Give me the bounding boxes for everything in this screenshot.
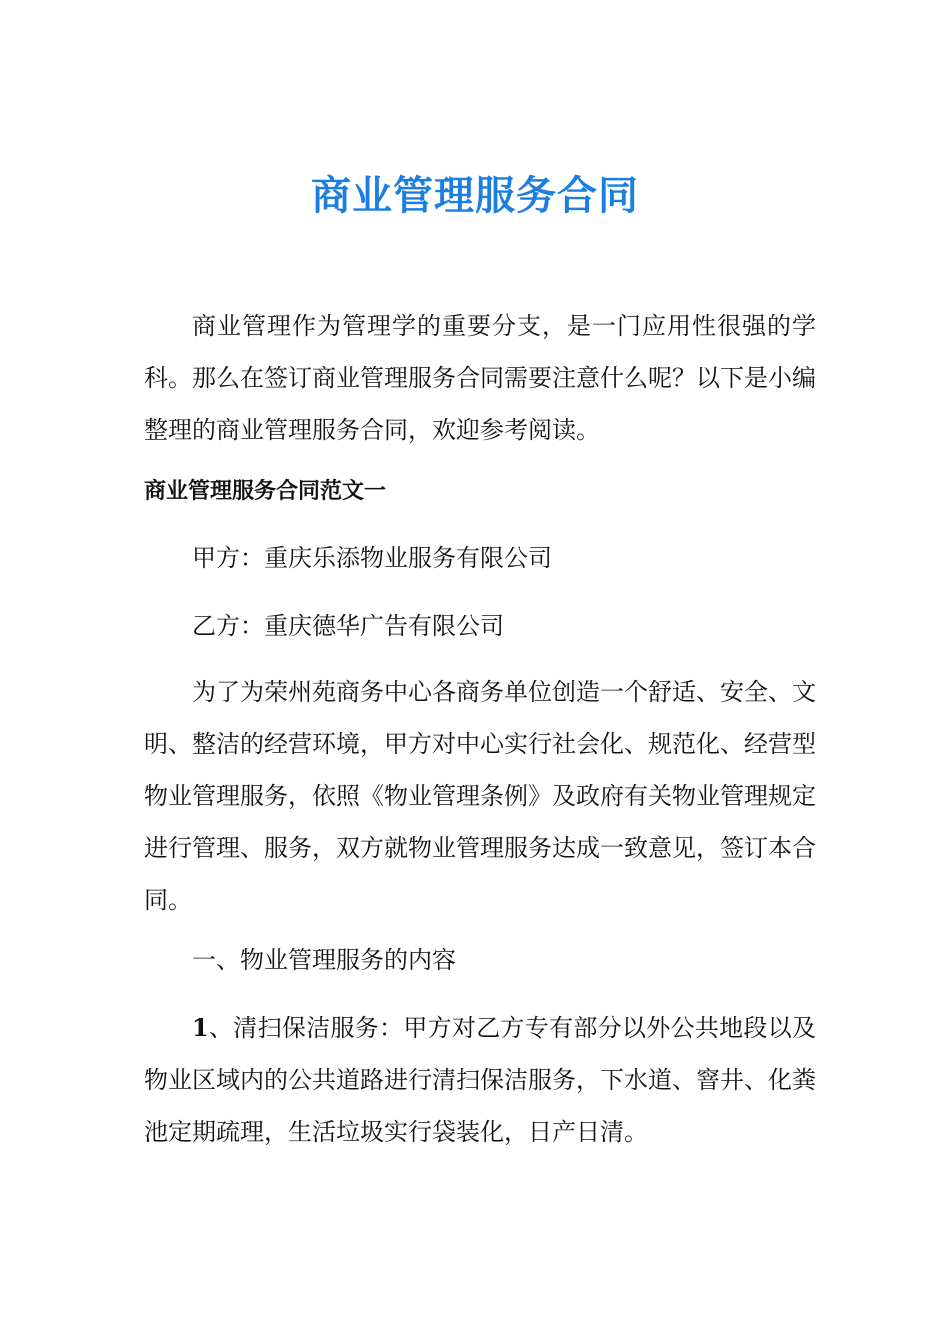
intro-paragraph: 商业管理作为管理学的重要分支，是一门应用性很强的学科。那么在签订商业管理服务合同需要注意什么呢？以下是小编整理的商业管理服务合同，欢迎参考阅读。 <box>144 312 816 444</box>
purpose-paragraph: 为了为荣州苑商务中心各商务单位创造一个舒适、安全、文明、整洁的经营环境，甲方对中心实行社会化、规范化、经营型物业管理服务，依照《物业管理条例》及政府有关物业管理规定进行管理、服务，双方就物业管理服务达成一致意见，签订本合同。 <box>144 678 816 914</box>
document-title: 商业管理服务合同 <box>311 173 639 219</box>
party-a-line: 甲方：重庆乐添物业服务有限公司 <box>192 544 552 572</box>
section-heading: 商业管理服务合同范文一 <box>144 479 387 504</box>
clause-1-title: 一、物业管理服务的内容 <box>192 946 456 974</box>
party-b-line: 乙方：重庆德华广告有限公司 <box>192 612 504 640</box>
item-1-text: 、清扫保洁服务：甲方对乙方专有部分以外公共地段以及物业区域内的公共道路进行清扫保洁服务，下水道、窨井、化粪池定期疏理，生活垃圾实行袋装化，日产日清。 <box>144 1014 816 1146</box>
item-1-number: 1 <box>192 1013 209 1042</box>
item-1-paragraph <box>144 1002 816 1158</box>
